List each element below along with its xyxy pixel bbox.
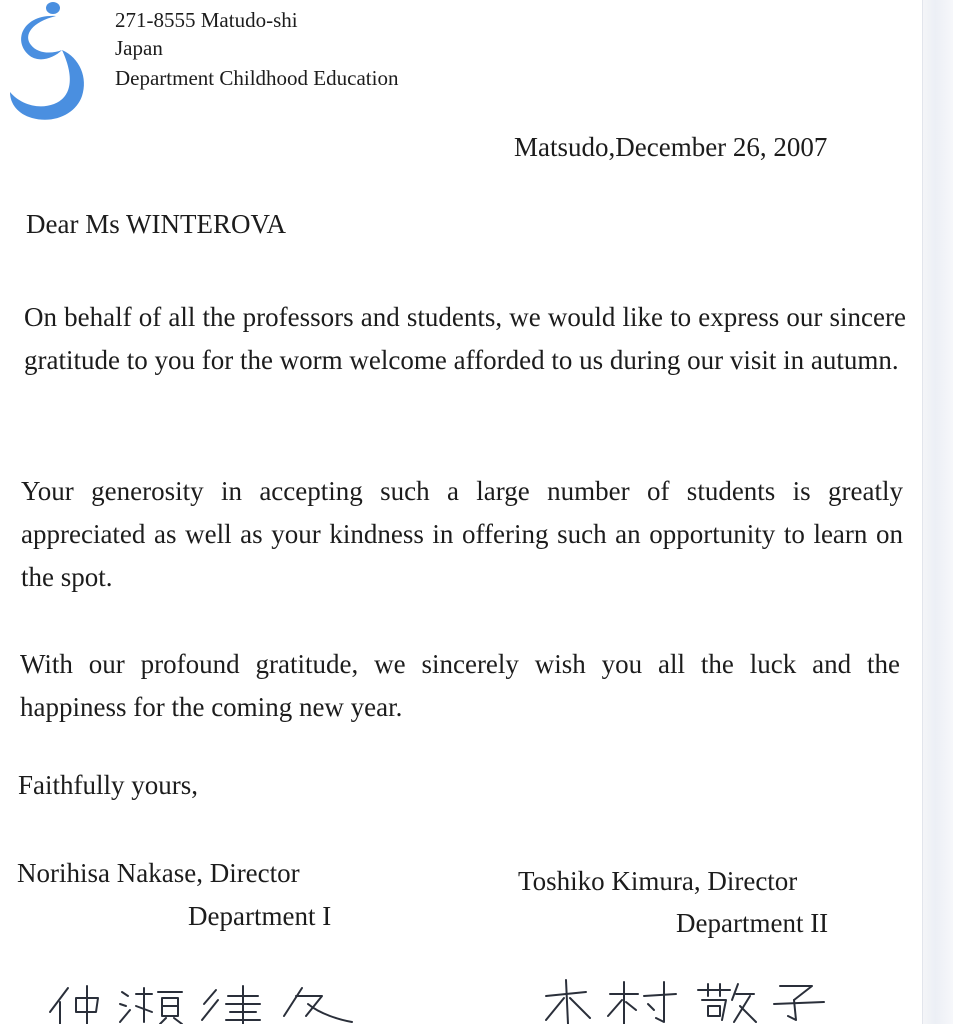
letter-date: Matsudo,December 26, 2007 [514, 132, 828, 162]
address-line-1: 271-8555 Matudo-shi [115, 8, 298, 32]
signature-1-handwritten [40, 982, 370, 1024]
closing: Faithfully yours, [18, 770, 198, 800]
department-name: Department Childhood Education [115, 66, 399, 90]
salutation: Dear Ms WINTEROVA [26, 209, 286, 239]
paragraph-1: On behalf of all the professors and students, we would like to express our sincere gratitude to you for the worm welcome afforded to us during our visit in autumn. [24, 302, 906, 375]
signatory-1-name: Norihisa Nakase, Director [17, 858, 300, 888]
signatory-2-name: Toshiko Kimura, Director [518, 866, 798, 896]
signatory-1-department: Department I [188, 901, 332, 931]
paragraph-3: With our profound gratitude, we sincerely wish you all the luck and the happiness for the coming new year. [20, 649, 900, 722]
signature-2-handwritten [540, 976, 830, 1024]
address-line-2: Japan [115, 36, 163, 60]
paragraph-2: Your generosity in accepting such a large number of students is greatly appreciated as well as your kindness in offering such an opportunity to learn on the spot. [21, 476, 903, 592]
university-logo [4, 0, 88, 124]
signatory-2-department: Department II [676, 908, 829, 938]
page-edge [922, 0, 953, 1024]
